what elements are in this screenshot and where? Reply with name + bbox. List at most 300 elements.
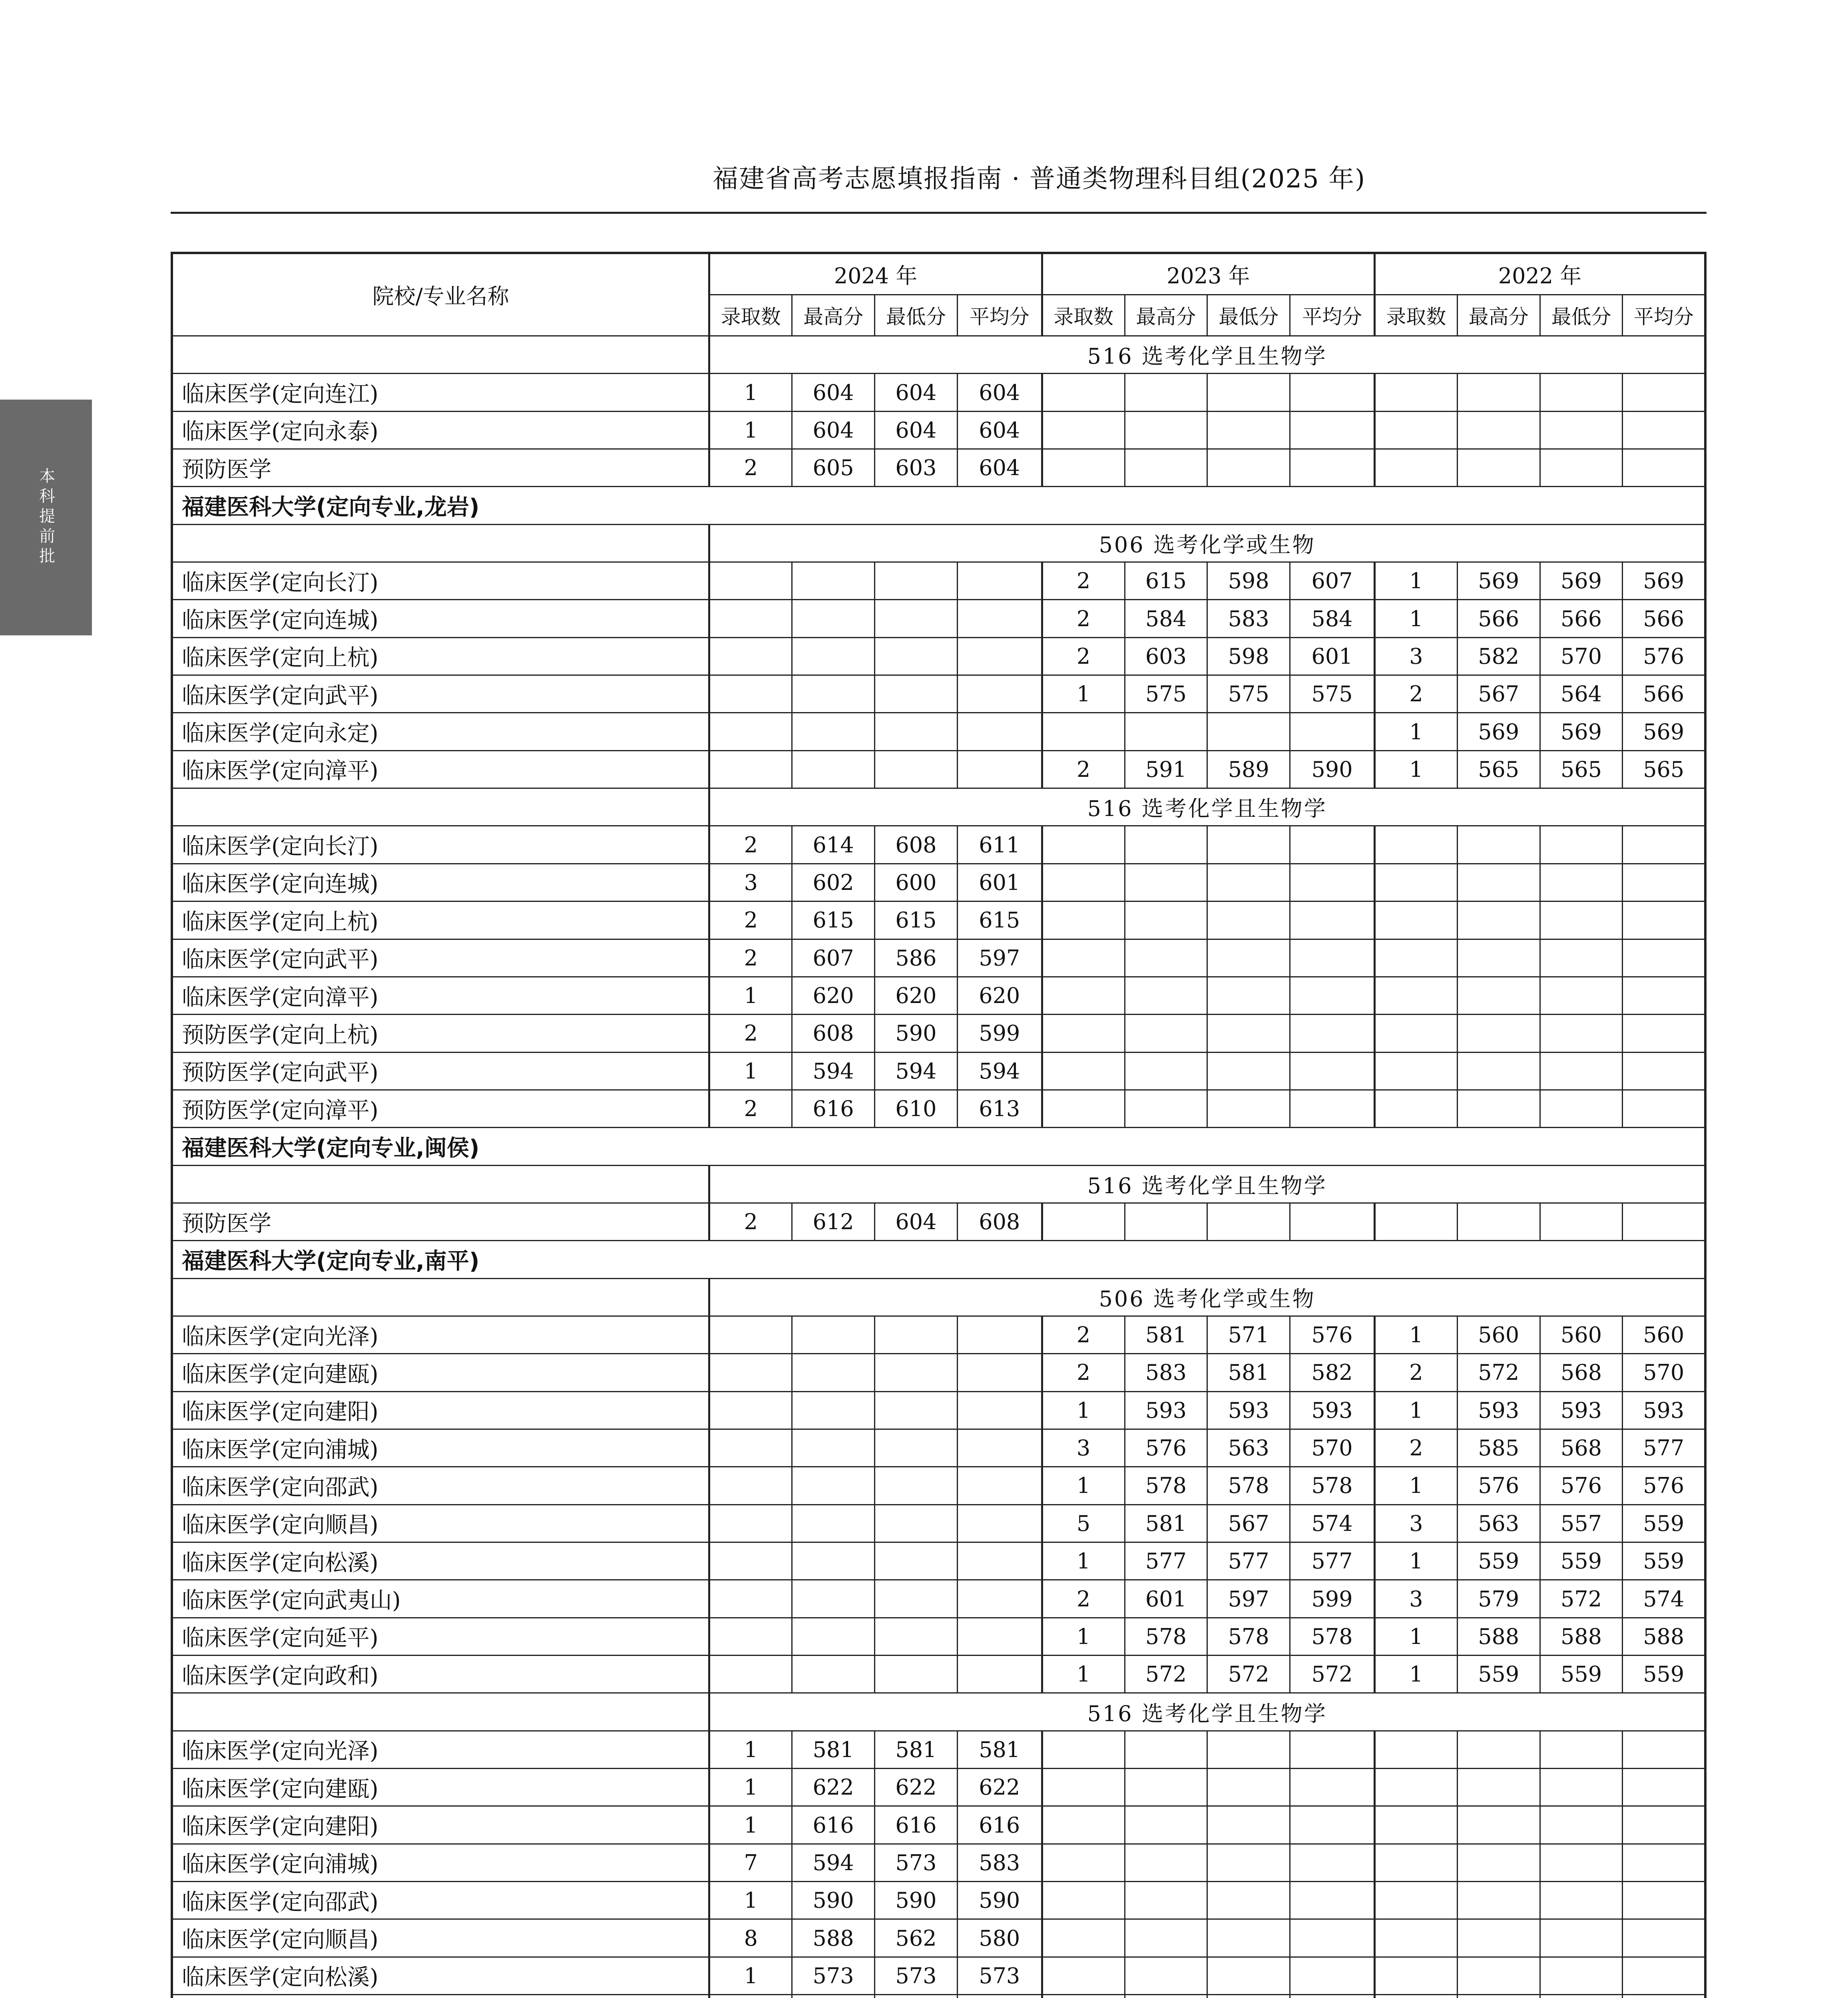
cell-count: 1 (1375, 1316, 1458, 1353)
cell-min: 604 (875, 374, 958, 411)
cell-min: 562 (875, 1919, 958, 1957)
cell-count: 2 (1042, 1354, 1125, 1391)
cell-avg: 573 (957, 1957, 1042, 1994)
cell-max (1457, 1995, 1540, 1998)
cell-max: 594 (792, 1844, 875, 1881)
cell-count: 1 (1375, 1542, 1458, 1580)
major-name: 临床医学(定向延平) (172, 1618, 709, 1655)
cell-min: 604 (875, 411, 958, 449)
cell-count (709, 1618, 792, 1655)
cell-count (709, 562, 792, 600)
cell-max: 584 (1125, 600, 1207, 637)
cell-min (1540, 1806, 1623, 1844)
cell-max (792, 1504, 875, 1542)
requirement-name-cell (172, 788, 709, 826)
cell-avg (1623, 1052, 1705, 1090)
cell-count: 1 (1375, 1618, 1458, 1655)
cell-max (1125, 449, 1207, 487)
cell-max: 608 (792, 1015, 875, 1052)
cell-max (1125, 1806, 1207, 1844)
cell-avg (1290, 901, 1375, 939)
cell-avg (1290, 1015, 1375, 1052)
cell-avg: 578 (1290, 1618, 1375, 1655)
table-row (172, 1618, 1705, 1655)
cell-min (1207, 1769, 1290, 1806)
major-name: 临床医学(定向浦城) (172, 1844, 709, 1881)
cell-count: 7 (709, 1844, 792, 1881)
school-row (172, 1128, 1705, 1165)
cell-min: 570 (1540, 637, 1623, 675)
cell-count (1042, 977, 1125, 1014)
cell-min: 567 (1207, 1504, 1290, 1542)
cell-max: 603 (1125, 637, 1207, 675)
table-row (172, 675, 1705, 713)
cell-min (875, 562, 958, 600)
cell-min (1207, 1015, 1290, 1052)
cell-max: 579 (1457, 1580, 1540, 1618)
cell-avg: 615 (957, 901, 1042, 939)
cell-count (1042, 1806, 1125, 1844)
table-row (172, 901, 1705, 939)
cell-avg: 590 (957, 1882, 1042, 1919)
cell-max: 575 (1125, 675, 1207, 713)
table-row (172, 713, 1705, 750)
cell-min: 569 (1540, 713, 1623, 750)
cell-avg (1623, 1090, 1705, 1127)
cell-min (1540, 374, 1623, 411)
cell-avg (1623, 1731, 1705, 1768)
requirement-name-cell (172, 524, 709, 562)
cell-count: 2 (1042, 600, 1125, 637)
cell-max: 602 (792, 864, 875, 901)
requirement-row (172, 788, 1705, 826)
cell-min (875, 1656, 958, 1693)
column-header-max: 最高分 (1457, 295, 1540, 336)
cell-max: 594 (792, 1052, 875, 1090)
cell-avg: 583 (957, 1844, 1042, 1881)
cell-count (1042, 713, 1125, 750)
cell-count: 1 (709, 411, 792, 449)
requirement-name-cell (172, 336, 709, 374)
cell-min (1207, 977, 1290, 1014)
cell-count (1042, 1015, 1125, 1052)
cell-max (1125, 939, 1207, 977)
cell-max: 588 (1457, 1618, 1540, 1655)
table-row (172, 1656, 1705, 1693)
cell-min: 593 (1207, 1391, 1290, 1429)
table-row (172, 864, 1705, 901)
cell-count: 1 (709, 1769, 792, 1806)
cell-min: 600 (875, 864, 958, 901)
cell-max (1457, 1844, 1540, 1881)
major-name: 预防医学 (172, 1203, 709, 1240)
cell-max (1125, 1731, 1207, 1768)
cell-avg (1290, 1203, 1375, 1240)
cell-min: 568 (1540, 1429, 1623, 1467)
cell-min (1540, 1052, 1623, 1090)
cell-avg: 578 (1290, 1467, 1375, 1504)
requirement-row (172, 1693, 1705, 1731)
cell-count (1375, 1919, 1458, 1957)
cell-min: 576 (1540, 1467, 1623, 1504)
requirement-row (172, 336, 1705, 374)
cell-max: 591 (1125, 750, 1207, 788)
cell-avg: 588 (1623, 1618, 1705, 1655)
cell-min: 573 (875, 1844, 958, 1881)
cell-min: 559 (1540, 1542, 1623, 1580)
cell-max (792, 1316, 875, 1353)
table-body (172, 336, 1705, 1998)
cell-min (1207, 901, 1290, 939)
cell-max: 581 (1125, 1504, 1207, 1542)
cell-avg: 613 (957, 1090, 1042, 1127)
cell-avg (957, 637, 1042, 675)
cell-avg (1623, 1957, 1705, 1994)
table-row (172, 600, 1705, 637)
cell-avg: 608 (957, 1203, 1042, 1240)
cell-max (1125, 1090, 1207, 1127)
table-row (172, 1015, 1705, 1052)
cell-min (1207, 1806, 1290, 1844)
major-name: 临床医学(定向邵武) (172, 1882, 709, 1919)
cell-count (1042, 1919, 1125, 1957)
cell-max: 581 (792, 1731, 875, 1768)
cell-max (1457, 374, 1540, 411)
cell-min (875, 1467, 958, 1504)
cell-max: 616 (792, 1806, 875, 1844)
cell-min (875, 1316, 958, 1353)
cell-min (875, 1995, 958, 1998)
cell-min: 577 (1207, 1542, 1290, 1580)
cell-count (1042, 1769, 1125, 1806)
cell-avg (1290, 411, 1375, 449)
cell-count (1042, 1052, 1125, 1090)
cell-avg (1623, 826, 1705, 864)
cell-count (1042, 449, 1125, 487)
cell-min (1207, 1995, 1290, 1998)
cell-count (1042, 1882, 1125, 1919)
column-header-count: 录取数 (1042, 295, 1125, 336)
cell-count (1375, 1731, 1458, 1768)
cell-avg: 601 (1290, 637, 1375, 675)
major-name: 临床医学(定向漳平) (172, 750, 709, 788)
cell-max (1125, 1844, 1207, 1881)
major-name: 临床医学(定向武平) (172, 675, 709, 713)
table-row (172, 1806, 1705, 1844)
cell-count: 3 (709, 864, 792, 901)
school-row (172, 1241, 1705, 1278)
cell-avg: 559 (1623, 1542, 1705, 1580)
cell-max: 590 (792, 1882, 875, 1919)
school-name: 福建医科大学(定向专业,龙岩) (172, 487, 1705, 524)
major-name: 临床医学(定向顺昌) (172, 1504, 709, 1542)
cell-avg: 569 (1623, 562, 1705, 600)
cell-max: 581 (1125, 1316, 1207, 1353)
cell-max (792, 1542, 875, 1580)
cell-max (1125, 977, 1207, 1014)
cell-min (1540, 1995, 1623, 1998)
cell-max (1457, 1015, 1540, 1052)
subject-requirement: 516 选考化学且生物学 (709, 1165, 1705, 1203)
table-header-years (172, 253, 1705, 295)
cell-max (792, 1467, 875, 1504)
cell-avg (1290, 864, 1375, 901)
cell-count (709, 1542, 792, 1580)
cell-avg: 604 (957, 411, 1042, 449)
cell-max (1125, 1995, 1207, 1998)
cell-count (709, 1429, 792, 1467)
cell-avg (1623, 901, 1705, 939)
cell-avg (1623, 939, 1705, 977)
table-row (172, 1203, 1705, 1240)
cell-min (1207, 1844, 1290, 1881)
table-row (172, 1542, 1705, 1580)
cell-min (1207, 713, 1290, 750)
cell-min (1207, 1731, 1290, 1768)
cell-min: 557 (1540, 1504, 1623, 1542)
cell-count: 1 (1375, 600, 1458, 637)
admission-score-table (171, 252, 1707, 1998)
cell-max (1457, 1769, 1540, 1806)
table-row (172, 1882, 1705, 1919)
cell-max: 559 (1457, 1542, 1540, 1580)
cell-max (1457, 411, 1540, 449)
cell-avg (957, 1656, 1042, 1693)
cell-avg (957, 562, 1042, 600)
cell-avg: 570 (1290, 1429, 1375, 1467)
cell-count: 1 (1042, 1391, 1125, 1429)
cell-min: 608 (875, 826, 958, 864)
major-name: 临床医学(定向上杭) (172, 901, 709, 939)
cell-min (1207, 826, 1290, 864)
cell-count: 2 (709, 449, 792, 487)
cell-max: 583 (1125, 1354, 1207, 1391)
cell-count (1375, 1052, 1458, 1090)
cell-count (1042, 411, 1125, 449)
cell-avg (957, 1429, 1042, 1467)
cell-count (709, 1354, 792, 1391)
cell-avg (1290, 939, 1375, 977)
cell-avg (957, 675, 1042, 713)
cell-min (1540, 1090, 1623, 1127)
cell-max (792, 1995, 875, 1998)
cell-min (1207, 1052, 1290, 1090)
cell-min: 564 (1540, 675, 1623, 713)
cell-avg (1623, 1919, 1705, 1957)
cell-avg: 604 (957, 374, 1042, 411)
cell-avg: 574 (1623, 1580, 1705, 1618)
cell-min: 616 (875, 1806, 958, 1844)
cell-min (1540, 449, 1623, 487)
cell-count (1042, 864, 1125, 901)
subject-requirement: 516 选考化学且生物学 (709, 336, 1705, 374)
cell-count: 2 (1042, 1580, 1125, 1618)
cell-avg: 580 (957, 1919, 1042, 1957)
cell-count: 3 (1375, 637, 1458, 675)
cell-max (1125, 1957, 1207, 1994)
cell-count (709, 1316, 792, 1353)
cell-max (792, 1656, 875, 1693)
cell-max (792, 1429, 875, 1467)
cell-count: 2 (1042, 637, 1125, 675)
cell-min (1207, 411, 1290, 449)
cell-max: 620 (792, 977, 875, 1014)
major-name: 临床医学(定向漳平) (172, 977, 709, 1014)
table-row (172, 1919, 1705, 1957)
cell-count (709, 1467, 792, 1504)
cell-max (792, 562, 875, 600)
table-row (172, 562, 1705, 600)
cell-avg: 572 (1290, 1656, 1375, 1693)
column-header-avg: 平均分 (1623, 295, 1705, 336)
cell-count: 1 (1042, 1656, 1125, 1693)
cell-min: 575 (1207, 675, 1290, 713)
cell-min (1540, 901, 1623, 939)
cell-avg (957, 1618, 1042, 1655)
cell-max (792, 750, 875, 788)
cell-max: 569 (1457, 713, 1540, 750)
cell-avg (1290, 1919, 1375, 1957)
cell-avg: 611 (957, 826, 1042, 864)
cell-avg (957, 600, 1042, 637)
major-name: 临床医学(定向光泽) (172, 1316, 709, 1353)
page-header-title: 福建省高考志愿填报指南 · 普通类物理科目组(2025 年) (712, 164, 1366, 194)
requirement-row (172, 1165, 1705, 1203)
cell-count (1375, 1995, 1458, 1998)
cell-max (1125, 1919, 1207, 1957)
cell-count (1375, 826, 1458, 864)
cell-avg: 565 (1623, 750, 1705, 788)
cell-min: 620 (875, 977, 958, 1014)
cell-avg (1290, 1090, 1375, 1127)
cell-min (1540, 411, 1623, 449)
cell-min: 583 (1207, 600, 1290, 637)
cell-avg (1623, 977, 1705, 1014)
cell-max: 604 (792, 411, 875, 449)
cell-count: 1 (1042, 1467, 1125, 1504)
cell-avg: 620 (957, 977, 1042, 1014)
cell-max: 604 (792, 374, 875, 411)
cell-avg (957, 1542, 1042, 1580)
cell-avg: 574 (1290, 1504, 1375, 1542)
cell-min: 604 (875, 1203, 958, 1240)
cell-avg (1290, 1769, 1375, 1806)
major-name: 预防医学(定向漳平) (172, 1090, 709, 1127)
major-name: 临床医学(定向浦城) (172, 1429, 709, 1467)
year-header: 2023 年 (1042, 253, 1374, 295)
cell-count (1375, 1769, 1458, 1806)
cell-min: 578 (1207, 1618, 1290, 1655)
cell-max (792, 637, 875, 675)
major-name: 预防医学(定向武平) (172, 1052, 709, 1090)
cell-avg: 575 (1290, 675, 1375, 713)
cell-max: 588 (792, 1919, 875, 1957)
cell-avg (1623, 411, 1705, 449)
cell-min (875, 1542, 958, 1580)
cell-avg: 581 (957, 1731, 1042, 1768)
table-row (172, 1391, 1705, 1429)
major-name: 临床医学(定向连江) (172, 374, 709, 411)
cell-count (1375, 939, 1458, 977)
cell-max (792, 600, 875, 637)
cell-avg: 582 (1290, 1354, 1375, 1391)
cell-min: 565 (1540, 750, 1623, 788)
table-row (172, 977, 1705, 1014)
requirement-name-cell (172, 1165, 709, 1203)
cell-max (1457, 1090, 1540, 1127)
cell-count: 1 (1375, 1656, 1458, 1693)
cell-min (1207, 1203, 1290, 1240)
cell-min (1207, 1919, 1290, 1957)
cell-max: 585 (1457, 1429, 1540, 1467)
cell-min: 594 (875, 1052, 958, 1090)
cell-count (1042, 1844, 1125, 1881)
cell-min: 568 (1540, 1354, 1623, 1391)
cell-max: 572 (1457, 1354, 1540, 1391)
cell-avg (1623, 449, 1705, 487)
table-row (172, 826, 1705, 864)
cell-min (1207, 1090, 1290, 1127)
cell-min (1207, 1882, 1290, 1919)
cell-count: 2 (709, 1090, 792, 1127)
table-row (172, 1504, 1705, 1542)
cell-avg (1623, 1769, 1705, 1806)
cell-min: 588 (1540, 1618, 1623, 1655)
cell-count: 1 (709, 977, 792, 1014)
cell-max: 612 (792, 1203, 875, 1240)
cell-avg: 577 (1290, 1542, 1375, 1580)
cell-avg: 593 (1290, 1391, 1375, 1429)
cell-avg (957, 1354, 1042, 1391)
table-row (172, 1957, 1705, 1994)
cell-count: 1 (709, 1957, 792, 1994)
cell-min (1540, 939, 1623, 977)
cell-max: 566 (1457, 600, 1540, 637)
cell-count (1375, 1090, 1458, 1127)
cell-count: 1 (1375, 713, 1458, 750)
table-row (172, 750, 1705, 788)
cell-max: 578 (1125, 1467, 1207, 1504)
cell-count: 3 (1375, 1504, 1458, 1542)
cell-max (1125, 864, 1207, 901)
cell-max: 576 (1457, 1467, 1540, 1504)
cell-count (709, 750, 792, 788)
school-row (172, 487, 1705, 524)
school-name: 福建医科大学(定向专业,闽侯) (172, 1128, 1705, 1165)
cell-count (1042, 374, 1125, 411)
cell-count: 2 (1042, 1316, 1125, 1353)
cell-max: 560 (1457, 1316, 1540, 1353)
cell-max (792, 1354, 875, 1391)
table-row (172, 1052, 1705, 1090)
major-name: 预防医学 (172, 449, 709, 487)
table-row (172, 1467, 1705, 1504)
cell-min: 603 (875, 449, 958, 487)
cell-avg (1290, 1882, 1375, 1919)
cell-count (1375, 864, 1458, 901)
cell-avg: 559 (1623, 1504, 1705, 1542)
cell-count: 2 (1375, 675, 1458, 713)
cell-min: 560 (1540, 1316, 1623, 1353)
cell-avg (1290, 374, 1375, 411)
cell-max (1457, 826, 1540, 864)
cell-min (1540, 1015, 1623, 1052)
cell-max: 565 (1457, 750, 1540, 788)
cell-count: 1 (709, 374, 792, 411)
cell-min: 573 (875, 1957, 958, 1994)
cell-max (792, 675, 875, 713)
table-row (172, 1090, 1705, 1127)
